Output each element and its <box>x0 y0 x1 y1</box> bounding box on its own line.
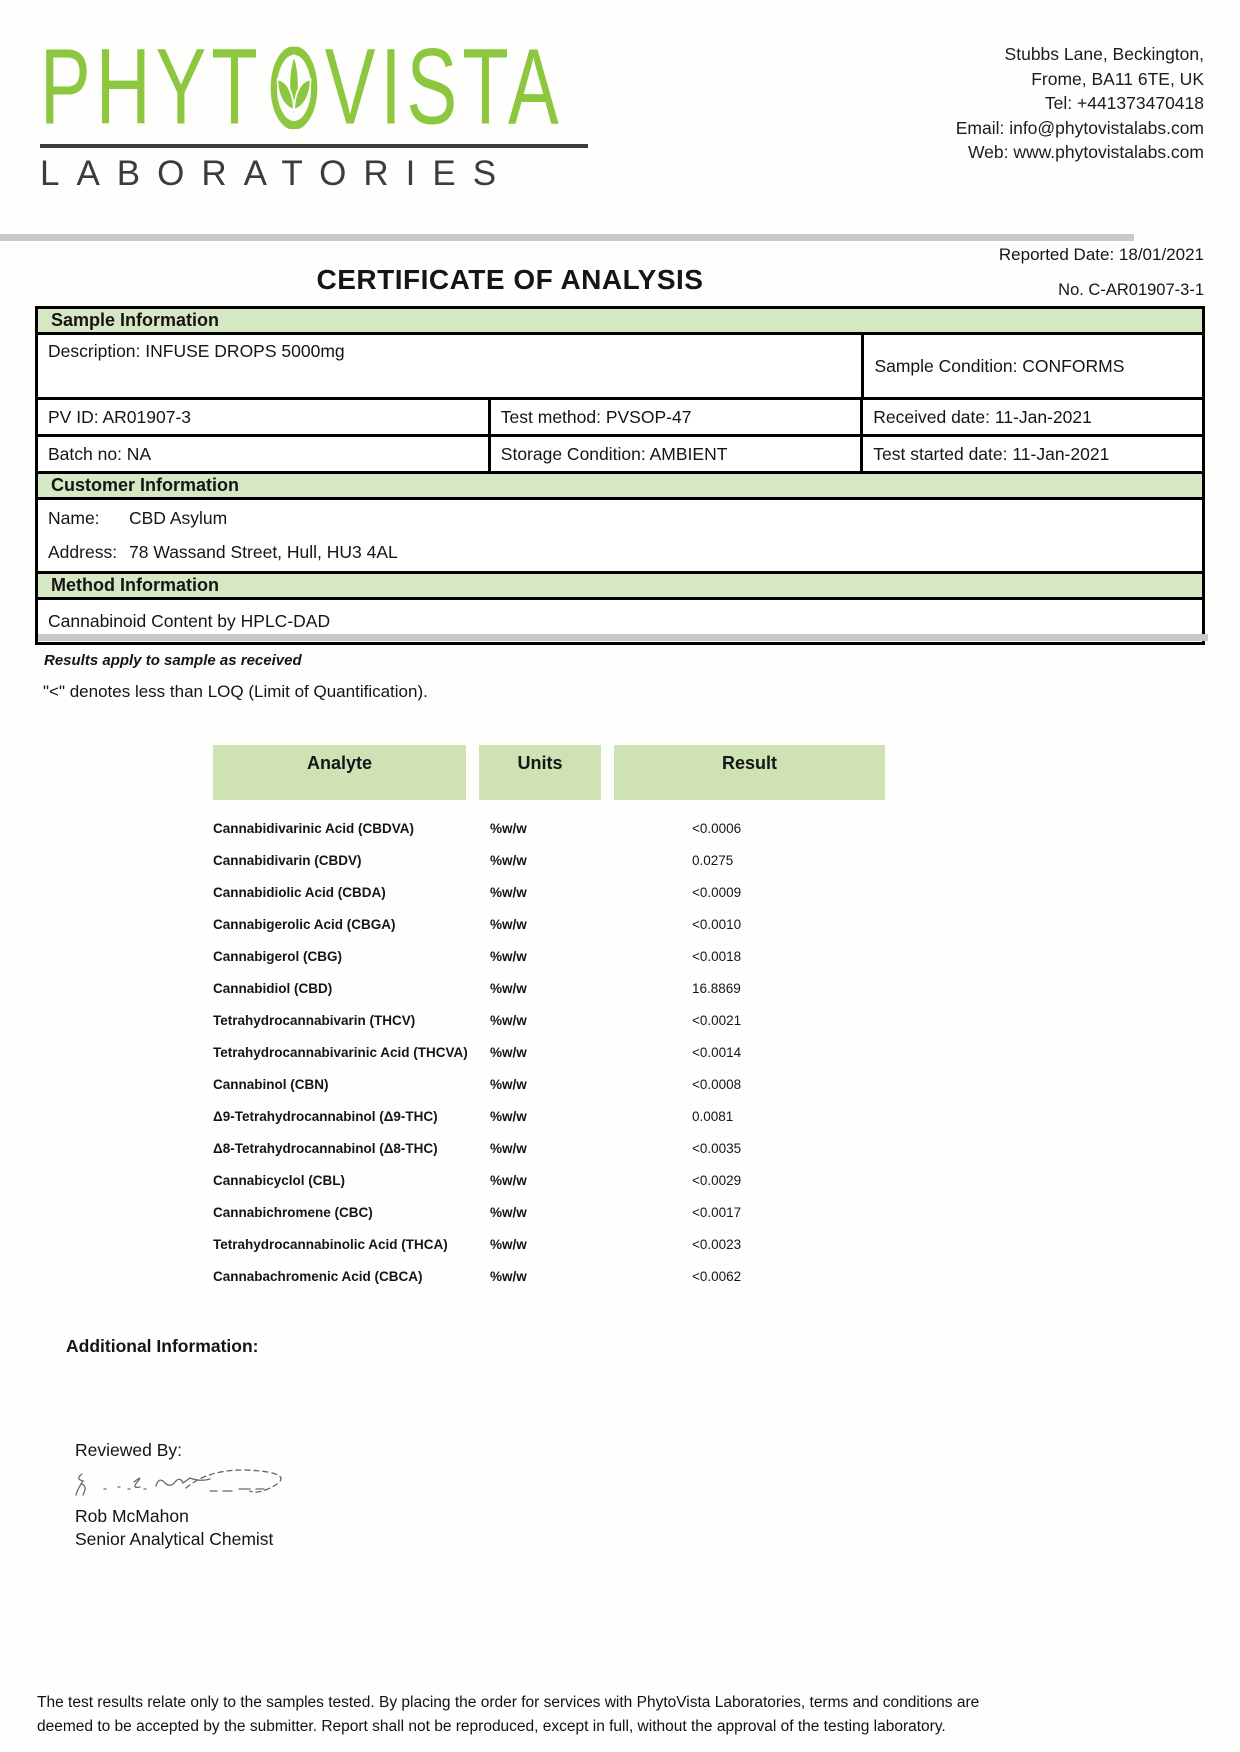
table-row <box>213 1004 885 1036</box>
customer-name: CBD Asylum <box>129 508 228 528</box>
contact-line-email: Email: info@phytovistalabs.com <box>955 117 1204 138</box>
customer-info-cell <box>38 500 1202 571</box>
sample-batch-row <box>38 434 1202 471</box>
logo-subtitle: LABORATORIES <box>40 154 514 193</box>
table-row <box>213 1228 885 1260</box>
pv-id: PV ID: AR01907-3 <box>38 400 491 434</box>
loq-note: "<" denotes less than LOQ (Limit of Quantification). <box>43 682 428 701</box>
analyte-units: %w/w <box>490 980 527 996</box>
analyte-name: Cannabidiol (CBD) <box>213 980 333 996</box>
info-table <box>35 306 1205 645</box>
footer-line-1: The test results relate only to the samples tested. By placing the order for services with PhytoVista Laboratories, terms and conditions are <box>37 1694 980 1711</box>
certificate-title: CERTIFICATE OF ANALYSIS <box>316 264 704 295</box>
customer-name-line <box>48 508 1192 529</box>
storage-condition: Storage Condition: AMBIENT <box>491 437 863 471</box>
analyte-units: %w/w <box>490 916 527 932</box>
table-row <box>213 1164 885 1196</box>
analyte-name: Cannabidivarin (CBDV) <box>213 852 362 868</box>
analyte-result: <0.0018 <box>692 948 742 964</box>
analyte-result: <0.0023 <box>692 1236 742 1252</box>
results-rows <box>213 812 885 1292</box>
analyte-result: <0.0014 <box>692 1044 742 1060</box>
leaf-logo-icon <box>269 47 319 129</box>
analyte-units: %w/w <box>490 1044 527 1060</box>
analyte-name: Cannabigerolic Acid (CBGA) <box>213 916 396 932</box>
analyte-name: Cannabigerol (CBG) <box>213 948 343 964</box>
analyte-result: 0.0081 <box>692 1108 734 1124</box>
method-description: Cannabinoid Content by HPLC-DAD <box>48 610 331 631</box>
footer-disclaimer <box>37 1691 1207 1738</box>
contact-block <box>956 42 1204 165</box>
analyte-name: Δ8-Tetrahydrocannabinol (Δ8-THC) <box>213 1140 438 1156</box>
analyte-result: <0.0062 <box>692 1268 742 1284</box>
logo-text-right: VISTA <box>324 26 564 148</box>
analyte-units: %w/w <box>490 948 527 964</box>
header-result: Result <box>614 745 885 800</box>
contact-line-tel: Tel: +441373470418 <box>1044 93 1204 113</box>
sample-info-header: Sample Information <box>38 309 1202 335</box>
reported-date: Reported Date: 18/01/2021 <box>998 245 1204 264</box>
signature-image <box>68 1458 298 1510</box>
sample-description-row <box>38 335 1202 397</box>
contact-line-address2: Frome, BA11 6TE, UK <box>1031 68 1204 89</box>
table-row <box>213 1100 885 1132</box>
contact-line-web: Web: www.phytovistalabs.com <box>967 142 1204 162</box>
reviewed-by-label: Reviewed By: <box>75 1440 182 1460</box>
analyte-name: Cannabidivarinic Acid (CBDVA) <box>213 820 415 836</box>
sample-condition: Sample Condition: CONFORMS <box>874 355 1125 376</box>
analyte-units: %w/w <box>490 1236 527 1252</box>
table-row <box>213 1036 885 1068</box>
customer-info-header: Customer Information <box>38 471 1202 500</box>
analyte-name: Δ9-Tetrahydrocannabinol (Δ9-THC) <box>213 1108 438 1124</box>
header-shadow-bar <box>0 234 1134 241</box>
phytovista-logo <box>40 26 592 194</box>
table-shadow-bar <box>38 634 1208 641</box>
analyte-name: Tetrahydrocannabivarinic Acid (THCVA) <box>213 1044 468 1060</box>
results-table <box>213 745 885 1292</box>
batch-no: Batch no: NA <box>38 437 491 471</box>
analyte-units: %w/w <box>490 852 527 868</box>
analyte-result: <0.0035 <box>692 1140 742 1156</box>
analyte-units: %w/w <box>490 1076 527 1092</box>
customer-address-label: Address: <box>48 542 118 562</box>
analyte-result: <0.0008 <box>692 1076 742 1092</box>
table-row <box>213 1260 885 1292</box>
analyte-result: <0.0010 <box>692 916 742 932</box>
analyte-units: %w/w <box>490 1012 527 1028</box>
analyte-result: 0.0275 <box>692 852 734 868</box>
table-row <box>213 1068 885 1100</box>
received-date: Received date: 11-Jan-2021 <box>873 406 1092 427</box>
reviewer-name: Rob McMahon <box>75 1506 189 1526</box>
customer-address-line <box>48 542 1192 563</box>
table-row <box>213 844 885 876</box>
header-analyte: Analyte <box>213 745 466 800</box>
table-row <box>213 1132 885 1164</box>
analyte-units: %w/w <box>490 1268 527 1284</box>
table-row <box>213 940 885 972</box>
results-header-row <box>213 745 885 800</box>
customer-address: 78 Wassand Street, Hull, HU3 4AL <box>129 542 398 562</box>
header-units: Units <box>479 745 601 800</box>
table-row <box>213 876 885 908</box>
contact-line-address1: Stubbs Lane, Beckington, <box>1004 44 1204 64</box>
analyte-units: %w/w <box>490 884 527 900</box>
analyte-units: %w/w <box>490 1140 527 1156</box>
table-row <box>213 812 885 844</box>
analyte-units: %w/w <box>490 1108 527 1124</box>
analyte-name: Cannabinol (CBN) <box>213 1076 329 1092</box>
logo-wordmark <box>40 26 592 148</box>
analyte-result: <0.0029 <box>692 1172 742 1188</box>
reviewer-title: Senior Analytical Chemist <box>75 1529 274 1549</box>
table-row <box>213 1196 885 1228</box>
results-apply-note: Results apply to sample as received <box>44 652 302 669</box>
analyte-result: <0.0006 <box>692 820 742 836</box>
analyte-units: %w/w <box>490 1172 527 1188</box>
table-row <box>213 908 885 940</box>
additional-info-label: Additional Information: <box>66 1336 259 1356</box>
analyte-name: Cannabachromenic Acid (CBCA) <box>213 1268 423 1284</box>
analyte-result: <0.0021 <box>692 1012 742 1028</box>
analyte-units: %w/w <box>490 1204 527 1220</box>
analyte-result: <0.0009 <box>692 884 742 900</box>
analyte-name: Tetrahydrocannabinolic Acid (THCA) <box>213 1236 448 1252</box>
analyte-name: Cannabichromene (CBC) <box>213 1204 373 1220</box>
analyte-name: Cannabidiolic Acid (CBDA) <box>213 884 386 900</box>
analyte-units: %w/w <box>490 820 527 836</box>
test-started-date: Test started date: 11-Jan-2021 <box>873 443 1110 464</box>
sample-description: Description: INFUSE DROPS 5000mg <box>38 335 864 397</box>
sample-ids-row <box>38 397 1202 434</box>
table-row <box>213 972 885 1004</box>
analyte-name: Cannabicyclol (CBL) <box>213 1172 346 1188</box>
test-method: Test method: PVSOP-47 <box>491 400 863 434</box>
report-number: No. C-AR01907-3-1 <box>1058 281 1204 299</box>
customer-name-label: Name: <box>48 508 100 528</box>
analyte-result: 16.8869 <box>692 980 741 996</box>
analyte-result: <0.0017 <box>692 1204 742 1220</box>
footer-line-2: deemed to be accepted by the submitter. Report shall not be reproduced, except in full, without the approval of the testing laboratory. <box>37 1717 946 1735</box>
logo-text-left: PHYT <box>40 26 263 148</box>
analyte-name: Tetrahydrocannabivarin (THCV) <box>213 1012 416 1028</box>
method-info-header: Method Information <box>38 571 1202 600</box>
